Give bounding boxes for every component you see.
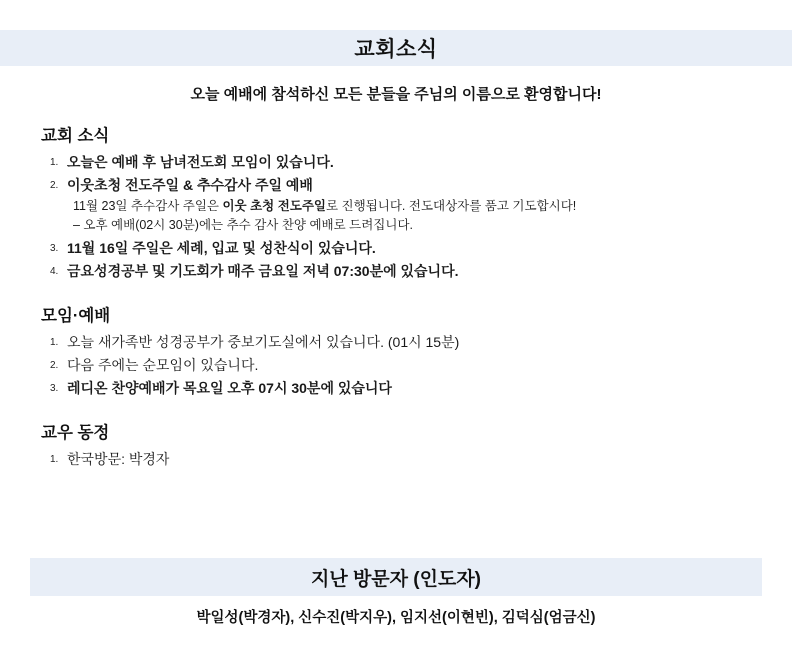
list-item (50, 355, 762, 375)
detail-text: 11월 23일 추수감사 주일은 (73, 198, 223, 213)
list-item-text: 오늘은 예배 후 남녀전도회 모임이 있습니다. (67, 154, 334, 170)
list-item (50, 152, 762, 172)
list-item-number: 1. (50, 157, 59, 168)
list-item (50, 332, 762, 352)
announcement-list (38, 332, 762, 399)
sections-container (38, 122, 762, 469)
list-item (50, 449, 762, 469)
list-item-text: 레디온 찬양예배가 목요일 오후 07시 30분에 있습니다 (67, 380, 392, 397)
footer-title: 지난 방문자 (인도자) (310, 568, 482, 590)
list-item-text: 11월 16일 주일은 세례, 입교 및 성찬식이 있습니다. (67, 240, 376, 257)
list-item-subnote: – 오후 예배(02시 30분)에는 추수 감사 찬양 예배로 드려집니다. (73, 218, 413, 233)
list-item (50, 378, 762, 398)
bulletin-page (0, 30, 792, 646)
announcements-content (0, 122, 792, 469)
list-item-text: 이웃초청 전도주일 & 추수감사 주일 예배 (67, 177, 313, 194)
page-title: 교회소식 (354, 38, 438, 61)
list-item-detail (67, 197, 762, 216)
header-banner (0, 30, 792, 66)
visitors-list: 박일성(박경자), 신수진(박지우), 임지선(이현빈), 김덕심(엄금신) (196, 610, 596, 626)
list-item-number: 3. (50, 383, 59, 395)
announcement-list (38, 152, 762, 282)
section-title: 교회 소식 (41, 127, 110, 145)
footer-banner (30, 558, 762, 596)
list-item (50, 261, 762, 281)
section-title: 모임·예배 (41, 306, 111, 325)
list-item-number: 2. (50, 180, 59, 192)
list-item-text: 다음 주에는 순모임이 있습니다. (67, 356, 259, 373)
announcement-section (38, 419, 762, 469)
list-item-number: 1. (50, 336, 59, 348)
list-item-number: 2. (50, 359, 59, 371)
welcome-message: 오늘 예배에 참석하신 모든 분들을 주님의 이름으로 환영합니다! (190, 86, 602, 103)
list-item (50, 238, 762, 258)
announcement-section (38, 302, 762, 399)
announcement-section (38, 122, 762, 282)
list-item-text: 한국방문: 박경자 (67, 450, 170, 467)
list-item (50, 175, 762, 235)
detail-text-tail: 로 진행됩니다. 전도대상자를 품고 기도합시다! (326, 198, 577, 213)
announcement-list (38, 449, 762, 469)
list-item-text: 오늘 새가족반 성경공부가 중보기도실에서 있습니다. (01시 15분) (67, 333, 460, 350)
section-title: 교우 동정 (41, 423, 110, 442)
list-item-number: 1. (50, 453, 59, 465)
list-item-number: 3. (50, 243, 59, 255)
list-item-number: 4. (50, 266, 59, 278)
list-item-text: 금요성경공부 및 기도회가 매주 금요일 저녁 07:30분에 있습니다. (67, 263, 459, 280)
detail-emphasis: 이웃 초청 전도주일 (222, 198, 326, 213)
